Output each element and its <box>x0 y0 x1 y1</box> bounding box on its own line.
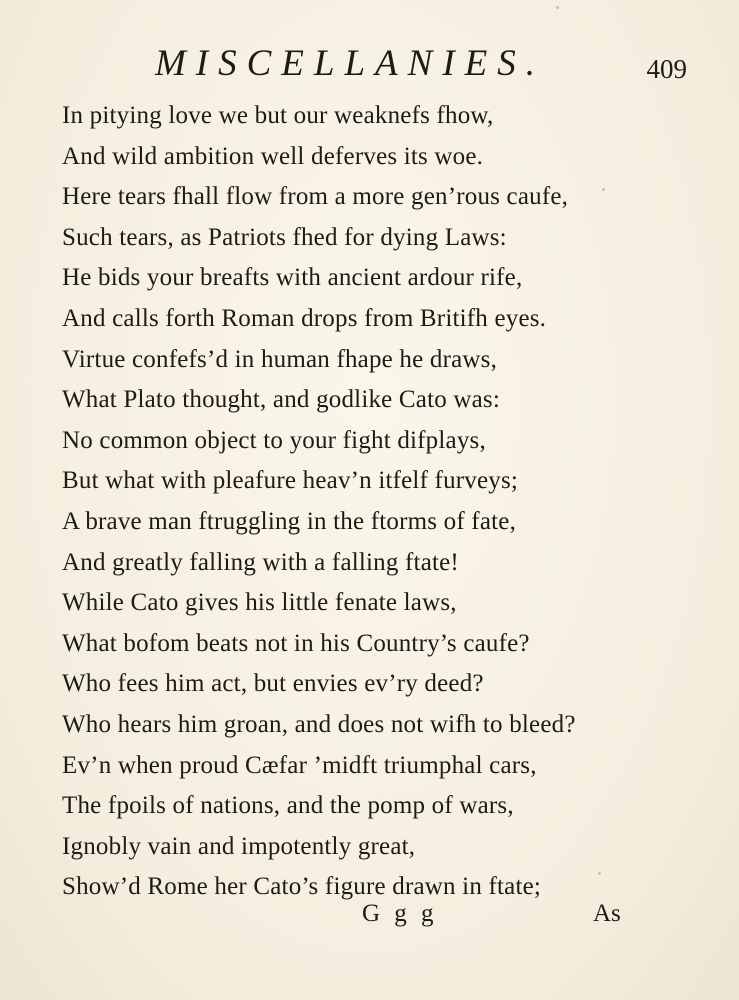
verse-line: Show’d Rome her Cato’s figure drawn in ftate; <box>62 873 542 901</box>
verse-line: And wild ambition well deferves its woe. <box>62 142 484 170</box>
verse-line: Such tears, as Patriots fhed for dying Laws: <box>62 223 507 251</box>
verse-line: Who hears him groan, and does not wifh to bleed? <box>62 710 576 738</box>
verse-line: And calls forth Roman drops from Britifh eyes. <box>62 304 547 332</box>
verse-line: Ev’n when proud Cæfar ’midft triumphal cars, <box>62 751 537 779</box>
verse-line: No common object to your fight difplays, <box>62 426 486 454</box>
verse-line: Who fees him act, but envies ev’ry deed? <box>62 670 484 698</box>
poem-verse <box>62 96 682 908</box>
running-head <box>0 42 739 86</box>
catchword: As <box>593 900 621 927</box>
verse-line: What Plato thought, and godlike Cato was: <box>62 386 500 414</box>
verse-line: But what with pleafure heav’n itfelf furveys; <box>62 467 519 495</box>
verse-line: What bofom beats not in his Country’s caufe? <box>62 629 530 657</box>
paper-speck <box>602 188 605 191</box>
verse-line: In pitying love we but our weaknefs fhow, <box>62 102 494 129</box>
verse-line: Here tears fhall flow from a more gen’rous caufe, <box>62 183 569 211</box>
paper-speck <box>598 872 601 875</box>
signature-mark: G g g <box>362 900 438 927</box>
page-number: 409 <box>646 54 687 84</box>
verse-line: The fpoils of nations, and the pomp of wars, <box>62 792 514 820</box>
paper-speck <box>556 6 559 9</box>
verse-line: A brave man ftruggling in the ftorms of fate, <box>62 507 517 535</box>
running-head-title: MISCELLANIES. <box>154 43 546 84</box>
verse-line: While Cato gives his little fenate laws, <box>62 589 457 617</box>
verse-line: He bids your breafts with ancient ardour rife, <box>62 264 523 292</box>
verse-line: Ignobly vain and impotently great, <box>62 832 416 860</box>
verse-line: Virtue confefs’d in human fhape he draws, <box>62 345 498 373</box>
verse-line: And greatly falling with a falling ftate! <box>62 548 459 576</box>
